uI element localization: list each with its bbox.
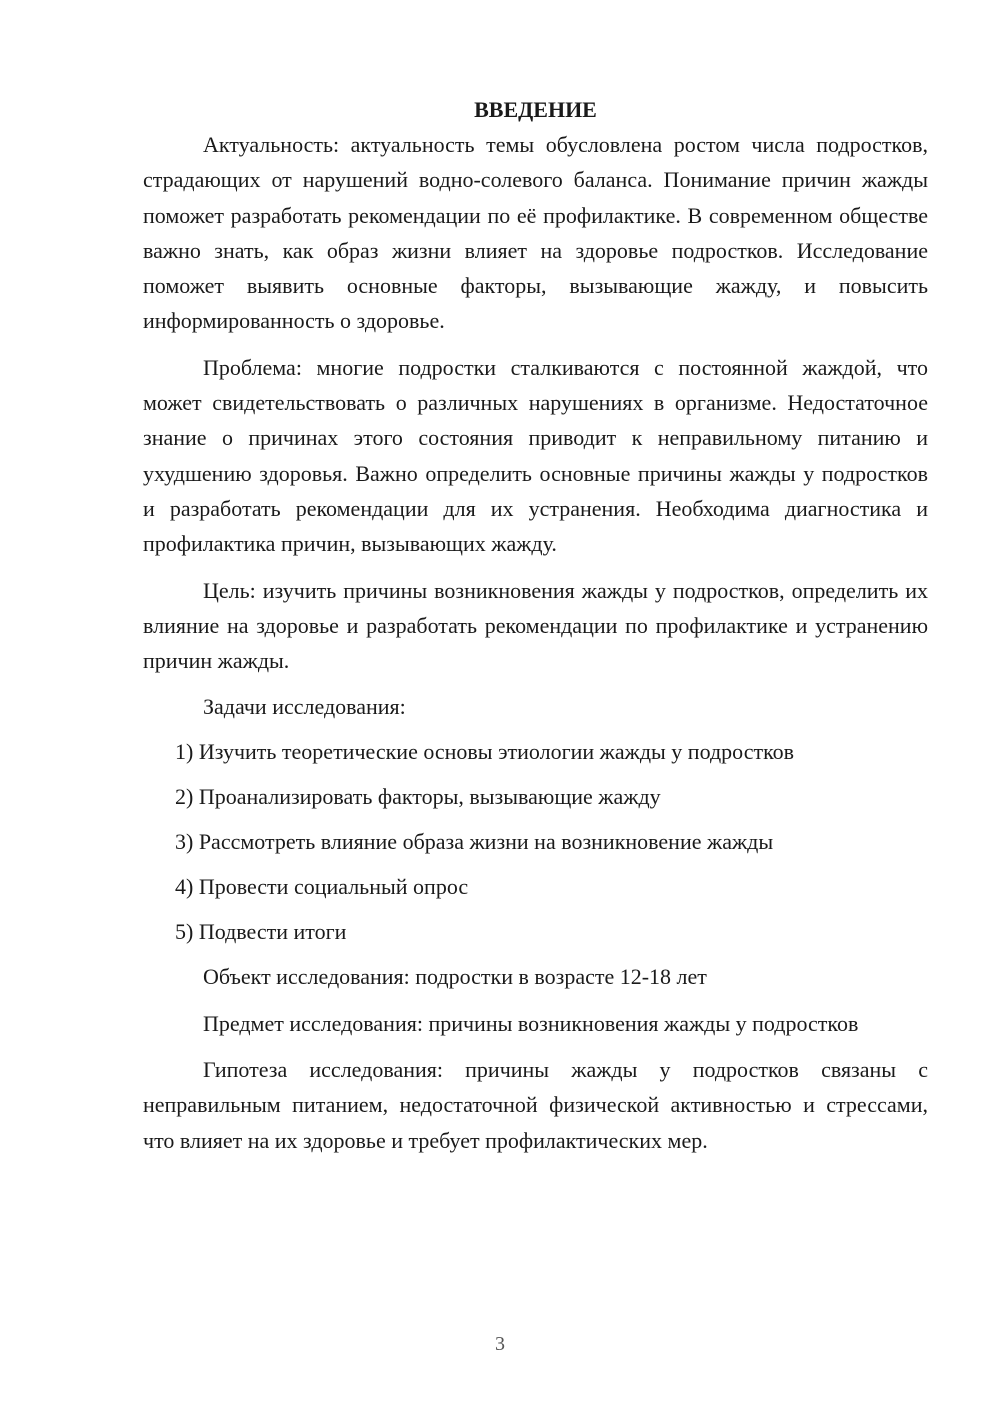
tasks-heading: Задачи исследования: [203, 694, 406, 720]
document-page [143, 92, 928, 1169]
task-item-2: 2) Проанализировать факторы, вызывающие жажду [175, 784, 661, 810]
hypothesis-paragraph: Гипотеза исследования: причины жажды у подростков связаны с неправильным питанием, недостаточной физической активностью и стрессами, что влияет на их здоровье и требует профилактических мер. [143, 1057, 928, 1153]
task-item-3: 3) Рассмотреть влияние образа жизни на возникновение жажды [175, 829, 774, 855]
goal-paragraph: Цель: изучить причины возникновения жажды у подростков, определить их влияние на здоровье и разработать рекомендации по профилактике и устранению причин жажды. [143, 577, 928, 674]
section-title: ВВЕДЕНИЕ [474, 97, 597, 122]
task-item-4: 4) Провести социальный опрос [175, 874, 469, 900]
task-item-5: 5) Подвести итоги [175, 919, 347, 945]
tasks-list [143, 734, 928, 949]
problem-paragraph: Проблема: многие подростки сталкиваются с постоянной жаждой, что может свидетельствовать о различных нарушениях в организме. Недостаточное знание о причинах этого состояния приводит к неправильному питанию и ухудшению здоровья. Важно определить основные причины жажды у подростков и разработать рекомендации для их устранения. Необходима диагностика и профилактика причин, вызывающих жажду. [143, 354, 928, 557]
subject-paragraph: Предмет исследования: причины возникновения жажды у подростков [203, 1010, 859, 1036]
object-paragraph: Объект исследования: подростки в возрасте 12-18 лет [203, 964, 707, 990]
relevance-paragraph: Актуальность: актуальность темы обусловлена ростом числа подростков, страдающих от нарушений водно-солевого баланса. Понимание причин жажды поможет разработать рекомендации по её профилактике. В современном обществе важно знать, как образ жизни влияет на здоровье подростков. Исследование поможет выявить основные факторы, вызывающие жажду, и повысить информированность о здоровье. [143, 132, 928, 334]
page-number: 3 [495, 1333, 505, 1355]
task-item-1: 1) Изучить теоретические основы этиологии жажды у подростков [175, 739, 795, 765]
